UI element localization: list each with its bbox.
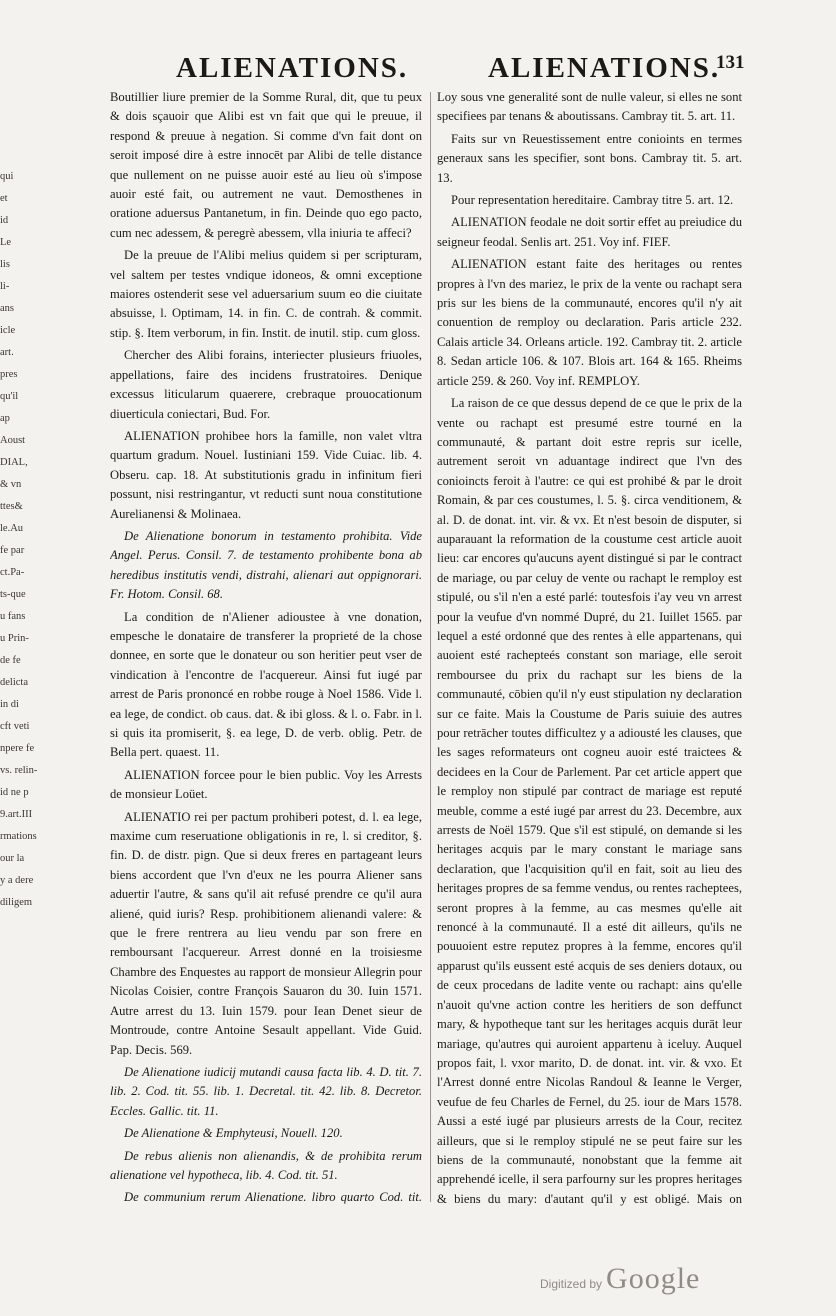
margin-fragment: in di bbox=[0, 699, 19, 710]
margin-fragment: delicta bbox=[0, 677, 28, 688]
left-column-paragraph: De Alienatione iudicij mutandi causa facta lib. 4. D. tit. 7. lib. 2. Cod. tit. 55. lib. 1. Decretal. tit. 42. lib. 8. Decretor. Eccles. Gallic. tit. 11. bbox=[110, 1064, 422, 1118]
margin-fragment: lis bbox=[0, 259, 10, 270]
left-column-paragraph: De Alienatione & Emphyteusi, Nouell. 120. bbox=[124, 1126, 343, 1141]
margin-fragment: le.Au bbox=[0, 523, 24, 534]
margin-fragment: ts-que bbox=[0, 589, 26, 600]
margin-fragment: DIAL, bbox=[0, 457, 28, 468]
margin-fragment: et bbox=[0, 193, 8, 204]
margin-fragment: Le bbox=[0, 237, 12, 248]
left-column-paragraph: De rebus alienis non alienandis, & de prohibita rerum alienatione vel hypotheca, lib. 4. Cod. tit. 51. bbox=[110, 1148, 422, 1182]
right-column-paragraph: ALIENATION estant faite des heritages ou rentes propres à l'vn des mariez, le prix de la vente ou rachapt sera pris sur les biens de la communauté, encores qu'il n'y ait conuention de remploy ou declaration. Paris article 232. Calais article 34. Orleans article. 192. Cambray tit. 2. article 8. Sedan article 106. & 107. Blois art. 164 & 165. Rheims article 259. & 260. Voy inf. REMPLOY. bbox=[437, 257, 742, 388]
margin-fragment: Aoust bbox=[0, 435, 26, 446]
margin-fragment: our la bbox=[0, 853, 25, 864]
margin-fragment: ans bbox=[0, 303, 14, 314]
margin-fragment: cft veti bbox=[0, 721, 30, 732]
right-column-paragraph: La raison de ce que dessus depend de ce que le prix de la vente ou rachapt est presumé estre tourné en la communauté, & partant doit estre repris sur icelle, autrement seroit vn aduantage indirect que l'vn des conioincts feroit à l'autre: ce qui est prohibé & par le droit Romain, & par ces coustumes, l. 5. §. circa venditionem, & al. D. de donat. int. vir. & vx. Et n'est besoin de disputer, si auparauant la reformation de la coustume cest article auoit lieu: car encores qu'aucuns ayent distingué si par le contract de mariage, ou par celuy de vente ou rachapt le remploy est stipulé, ou s'il n'en a esté parlé: toutesfois i'ay veu vn arrest pour la veufue d'vn nommé Dupré, du 21. Iuillet 1565. par lequel a esté ordonné que des rentes à elle appartenans, qui auoient esté rachepteés constant son mariage, elle seroit remboursee du prix du rachapt sur les biens de la communauté, cōbien qu'il n'y eust stipulation ny declaration sur ce faite. Mais la Coustume de Paris suiuie des autres pour retrācher toutes difficultez y a adiousté les clauses, que les sages reformateurs ont cogneu auoir esté traictees & decidees en la Cour de Parlement. Par cet article appert que le remploy non stipulé par contract de mariage est reputé meuble, comme a esté iugé par arrest du 23. Decembre, aux arrests de Noël 1579. Que s'il est stipulé, on demande si les heritages acquis par le mary constant le mariage sans declaration, que l'acquisition qu'il en fait, soit au lieu des heritages propres de sa femme vendus, ou rentes racheptees, seront propres à la femme, au cas mesmes qu'elle ait renoncé à la communauté. Il a esté dit ailleurs, qu'ils ne pouuoient estre reputez propres à la femme, encores qu'il apparust qu'ils eussent esté acquis de ses deniers dotaux, ou de ceux procedans de ladite vente ou rachapt: ains qu'elle n'auoit qu'vne action contre les heritiers de son deffunct mary, & hypotheque tant sur les heritages acquis durāt leur mariage, qu'autres qui auroient appartenu à iceluy. Auquel propos fait, l. vxor marito, D. de donat. int. vir. & vxo. Et l'Arrest donné entre Nicolas Randoul & Ieanne le Verger, veufue de feu Charles de Fernel, du 25. iour de Mars 1578. Aussi a esté iugé par plusieurs arrests de la Cour, recitez ailleurs, que si le remploy stipulé ne se peut faire sur les biens de la communauté, nonobstant que la femme ait apprehendé icelle, il sera parfourny sur les propres heritages & biens du mary: d'autant qu'il y est obligé. Mais on bbox=[437, 396, 742, 1206]
margin-fragment: ct.Pa- bbox=[0, 567, 25, 578]
margin-fragment: li- bbox=[0, 281, 10, 292]
left-column-paragraph: ALIENATION prohibee hors la famille, non valet vltra quartum gradum. Nouel. Iustiniani 159. Vide Cuiac. lib. 4. Obseru. cap. 18. At substitutionis gradu in infinitum fieri possunt, nisi restringantur, vt reducti sunt noua constitutione Aurelianensi & Molinaea. bbox=[110, 428, 422, 521]
margin-fragment: 9.art.III bbox=[0, 809, 33, 820]
left-running-header: ALIENATIONS. bbox=[176, 52, 409, 84]
margin-fragment: id ne p bbox=[0, 787, 29, 798]
left-column-paragraph: La condition de n'Aliener adioustee à vne donation, empesche le donataire de transferer la proprieté de la chose donnee, en sorte que le donateur ou son heritier peut vser de vindication à l'encontre de l'acquereur. Ainsi fut iugé par arrest de Paris prononcé en robbe rouge à Noel 1586. Vide l. ea lege, de condict. ob caus. dat. & ibi gloss. & l. o. Fabr. in l. si quis ita promiserit, §. ea lege, D. de verb. oblig. Petr. de Bella pert. quaest. 11. bbox=[110, 609, 422, 760]
margin-fragment: qui bbox=[0, 171, 14, 182]
margin-fragment: icle bbox=[0, 325, 16, 336]
left-column-paragraph: ALIENATION forcee pour le bien public. Voy les Arrests de monsieur Loüet. bbox=[110, 767, 422, 802]
margin-fragment: de fe bbox=[0, 655, 21, 666]
margin-fragment: ap bbox=[0, 413, 10, 424]
margin-fragment: vs. relin- bbox=[0, 765, 38, 776]
column-divider bbox=[430, 92, 431, 1202]
watermark-prefix: Digitized by bbox=[540, 1277, 603, 1291]
margin-fragment: y a dere bbox=[0, 875, 34, 886]
google-logo: Google bbox=[606, 1262, 701, 1295]
left-text-column bbox=[110, 88, 422, 1208]
previous-page-margin-bleed bbox=[0, 170, 58, 1170]
left-column-paragraph: ALIENATIO rei per pactum prohiberi potest, d. l. ea lege, maxime cum reseruatione obligationis in re, l. si creditor, §. fin. D. de distr. pign. Que si deux freres en partageant leurs biens accordent que l'vn d'eux ne les pourra Aliener sans aduertir l'autre, & sans qu'il ait refusé prendre ce qu'il aura aliené, quid iuris? Resp. prohibitionem alienandi valere: & que le frere rentrera au lieu vendu par son frere en remboursant l'acquereur. Arrest donné en la troisiesme Chambre des Enquestes au rapport de monsieur Allegrin pour Nicolas Coisier, contre François Sauaron du 30. Iuin 1571. Autre arrest du 13. Iuin 1579. pour Iean Denet sieur de Montroude, contre Antoine Sesault appellant. Vide Guid. Pap. Decis. 569. bbox=[110, 809, 422, 1057]
right-column-paragraph: Faits sur vn Reuestissement entre conioints en termes generaux sans les specifier, sont bons. Cambray tit. 5. art. 13. bbox=[437, 131, 742, 185]
margin-fragment: pres bbox=[0, 369, 18, 380]
margin-fragment: art. bbox=[0, 347, 14, 358]
margin-fragment: id bbox=[0, 215, 9, 226]
right-running-header: ALIENATIONS. bbox=[488, 52, 721, 84]
right-column-paragraph: Loy sous vne generalité sont de nulle valeur, si elles ne sont specifiees par tenans & aboutissans. Cambray tit. 5. art. 11. bbox=[437, 90, 742, 124]
page-number: 131 bbox=[716, 52, 745, 73]
margin-fragment: diligem bbox=[0, 897, 33, 908]
margin-fragment: u fans bbox=[0, 611, 26, 622]
left-column-paragraph: De Alienatione bonorum in testamento prohibita. Vide Angel. Perus. Consil. 7. de testamento prohibente bona ab heredibus institutis vendi, distrahi, alienari aut oppignorari. Fr. Hotom. Consil. 68. bbox=[110, 528, 422, 602]
margin-fragment: & vn bbox=[0, 479, 22, 490]
google-watermark bbox=[540, 1262, 700, 1296]
right-text-column bbox=[437, 88, 742, 1208]
left-column-paragraph: De la preuue de l'Alibi melius quidem si per scripturam, vel saltem per testes vndique idoneos, & omni exceptione maiores ostenderit sese vel aduersarium suum eo die ciuitate absuisse, l. Optimam, 14. in fin. C. de contrah. & commit. stip. §. Item verborum, in fin. Instit. de inutil. stip. cum gloss. bbox=[110, 248, 422, 340]
left-column-paragraph: Chercher des Alibi forains, interiecter plusieurs friuoles, appellations, faire des incidens frustratoires. Denique excessus liticularum quaerere, crebraque prouocationum diuerticula coniectari, Bud. For. bbox=[110, 348, 422, 421]
left-column-paragraph: De communium rerum Alienatione. libro quarto Cod. tit. bbox=[124, 1190, 422, 1205]
margin-fragment: u Prin- bbox=[0, 633, 29, 644]
right-column-paragraph: ALIENATION feodale ne doit sortir effet au preiudice du seigneur feodal. Senlis art. 251. Voy inf. FIEF. bbox=[437, 215, 742, 249]
margin-fragment: fe par bbox=[0, 545, 25, 556]
margin-fragment: ttes& bbox=[0, 501, 23, 512]
margin-fragment: qu'il bbox=[0, 391, 19, 402]
right-column-paragraph: Pour representation hereditaire. Cambray titre 5. art. 12. bbox=[451, 193, 734, 208]
margin-fragment: npere fe bbox=[0, 743, 35, 754]
margin-fragment: rmations bbox=[0, 831, 37, 842]
left-column-paragraph: Boutillier liure premier de la Somme Rural, dit, que tu peux & dois sçauoir que Alibi est vn fait que qui le preuue, il respond & preuue à negation. Si comme d'vn fait dont on seroit imposé dire à estre innocēt par Alibi de telle distance que nullement on ne puisse auoir esté au lieu où s'impose auoir esté fait, ou autrement ne vaut. Demosthenes in oratione aduersus Pantanetum, in fin. Deinde quo ego pacto, cum nec adessem, & peregrè abessem, vlla iniuria te affeci? bbox=[110, 90, 422, 240]
